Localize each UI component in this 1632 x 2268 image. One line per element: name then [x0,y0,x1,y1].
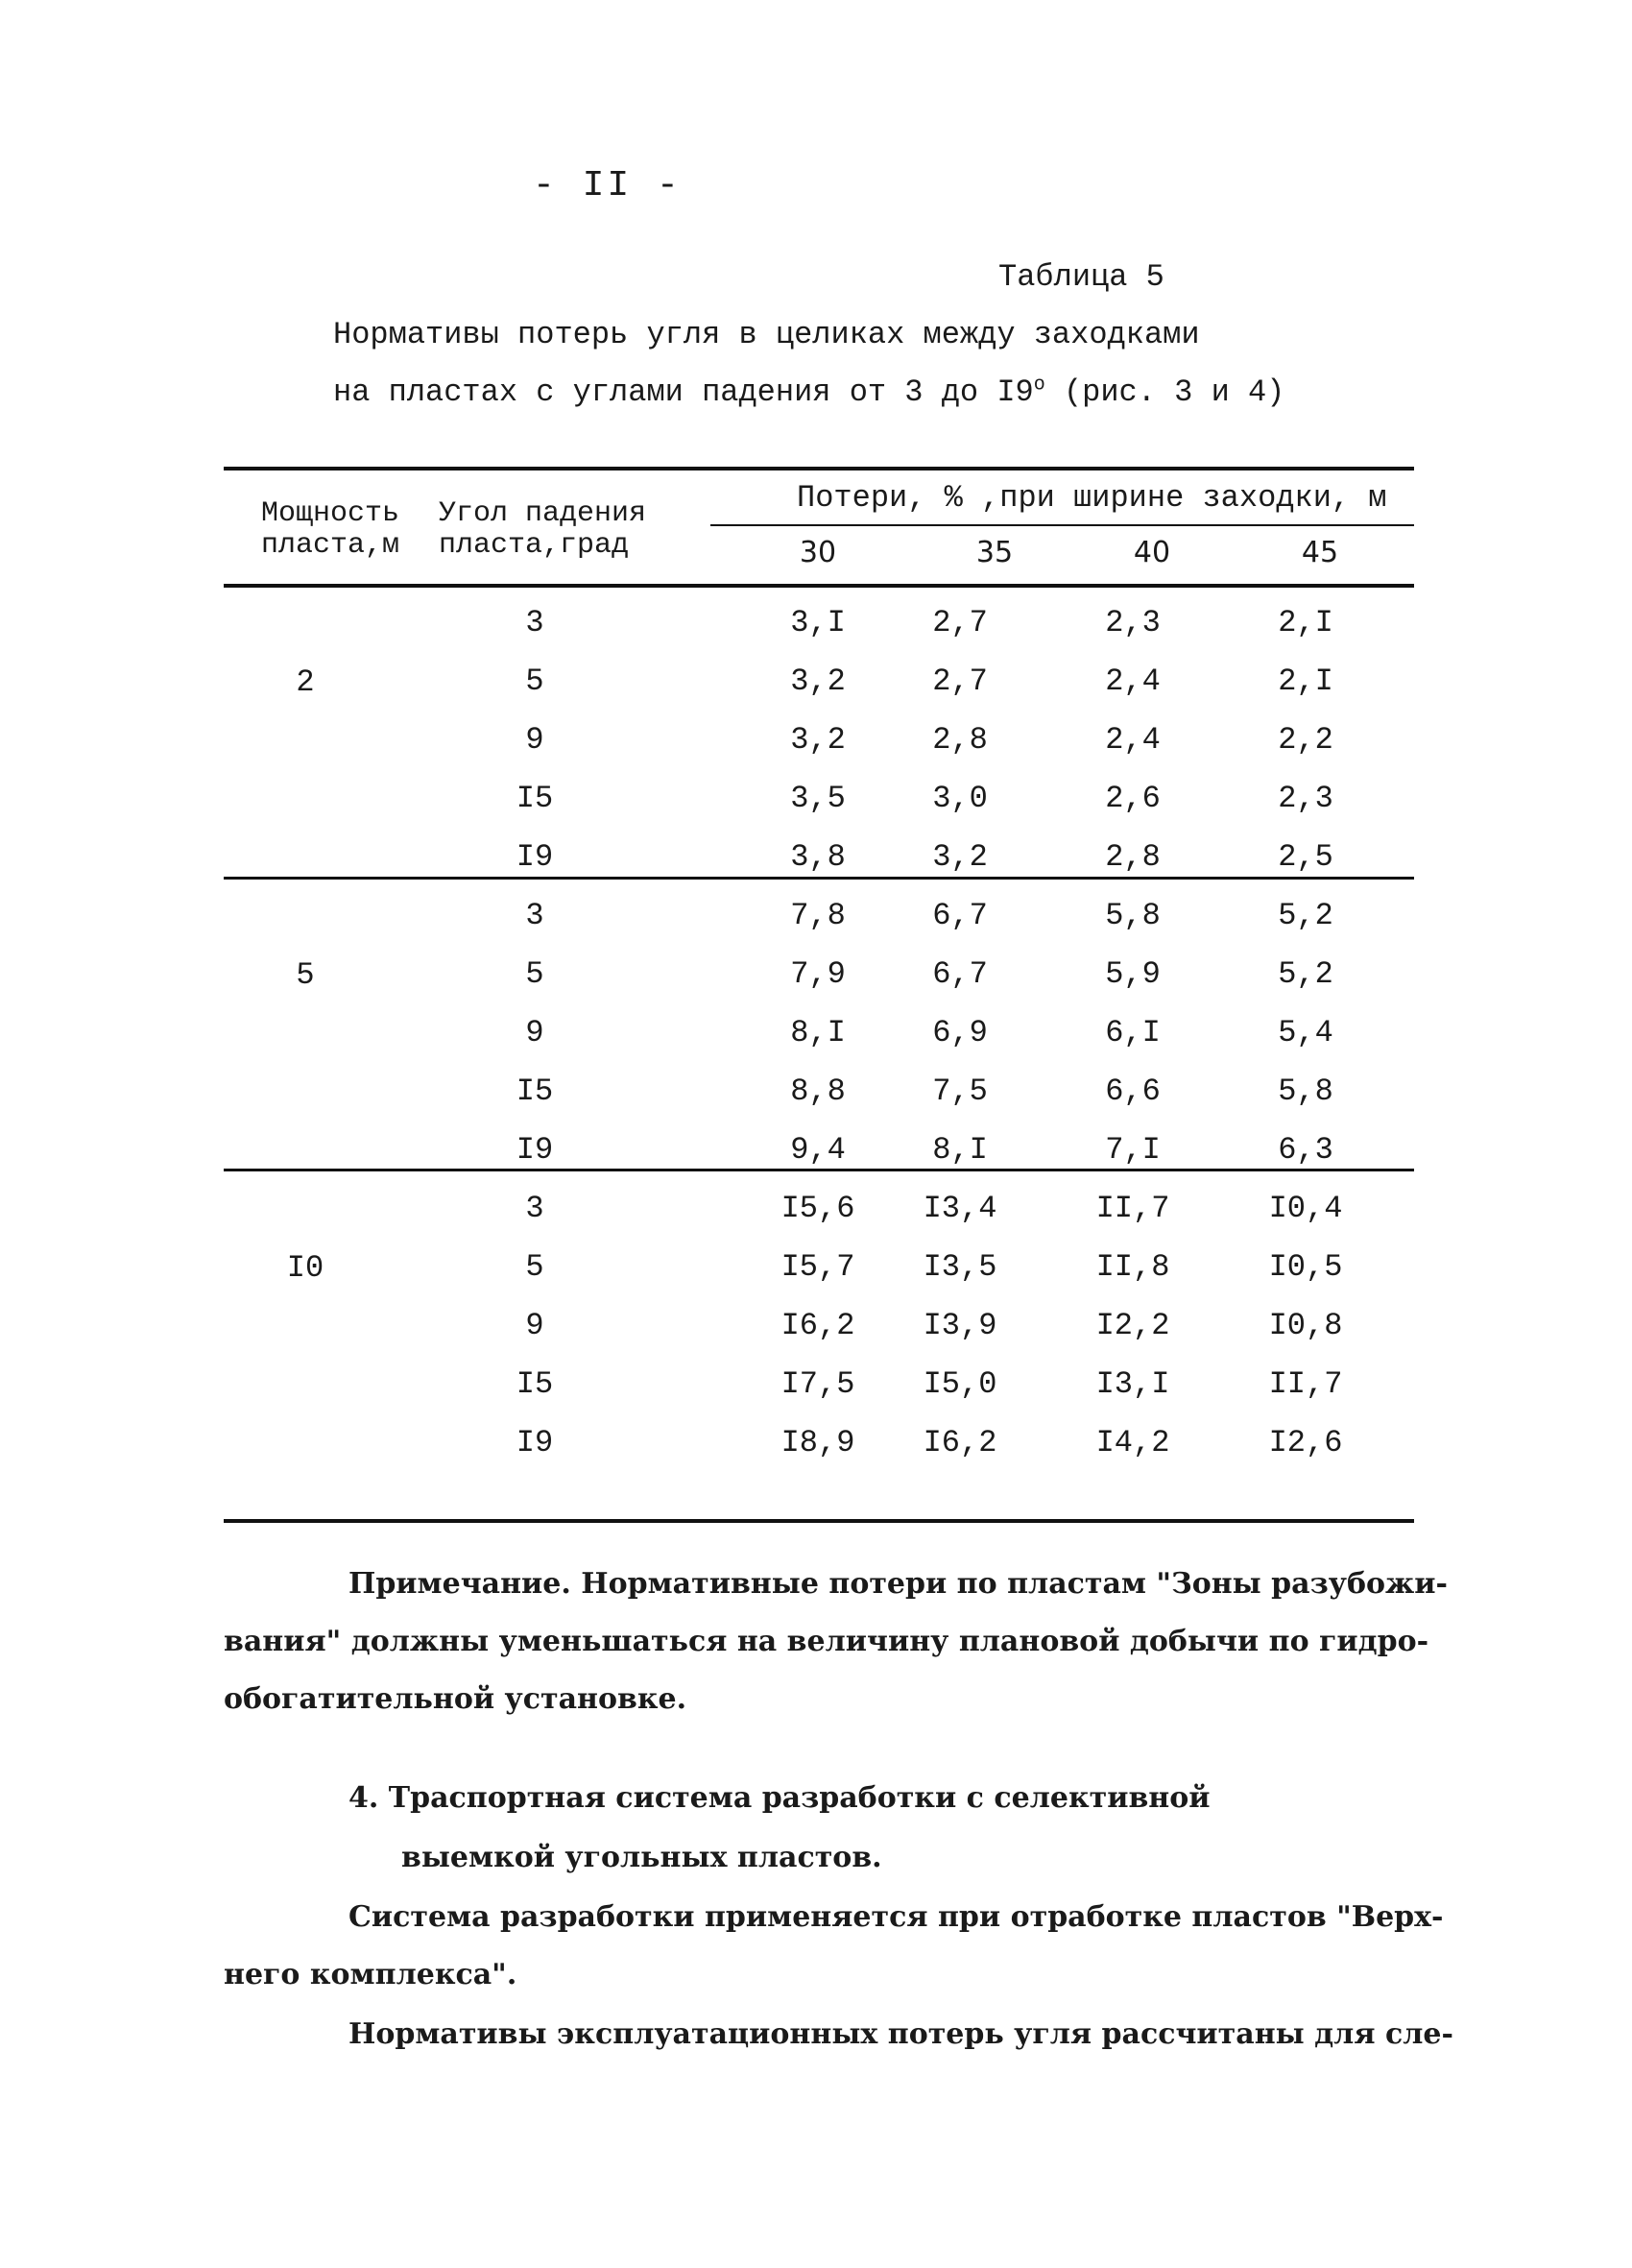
section-heading: 4. Траспортная система разработки с селективной [348,1781,1211,1815]
loss-value-cell: 2,7 [932,605,988,640]
loss-value-cell: 6,I [1105,1015,1161,1050]
loss-value-cell: II,7 [1268,1366,1343,1402]
loss-value-cell: 8,8 [790,1074,846,1109]
loss-value-cell: 8,I [790,1015,846,1050]
loss-value-cell: 5,8 [1105,898,1161,933]
loss-value-cell: I6,2 [780,1308,855,1343]
angle-cell: 3 [525,605,544,640]
loss-value-cell: 2,5 [1278,839,1333,875]
degree-sign: о [1033,374,1045,397]
loss-value-cell: 3,0 [932,781,988,816]
angle-cell: I5 [516,781,554,816]
loss-value-cell: I0,5 [1268,1249,1343,1285]
angle-cell: 5 [525,956,544,992]
loss-value-cell: 3,2 [932,839,988,875]
loss-value-cell: 2,4 [1105,722,1161,758]
loss-value-cell: I3,5 [923,1249,997,1285]
angle-cell: 3 [525,898,544,933]
header-angle: Угол падения [439,497,647,530]
note-line: вания" должны уменьшаться на величину плановой добычи по гидро- [224,1625,1429,1658]
loss-value-cell: I3,I [1095,1366,1170,1402]
table-group-rule [224,877,1414,880]
loss-value-cell: 3,5 [790,781,846,816]
angle-cell: I9 [516,839,554,875]
loss-value-cell: 7,9 [790,956,846,992]
table-group-rule [224,1169,1414,1171]
loss-value-cell: 3,I [790,605,846,640]
thickness-cell: I0 [286,1250,324,1286]
angle-cell: 5 [525,1249,544,1285]
loss-value-cell: I2,2 [1095,1308,1170,1343]
loss-value-cell: 5,8 [1278,1074,1333,1109]
angle-cell: 9 [525,1015,544,1050]
paragraph-line: Система разработки применяется при отработке пластов "Верх- [348,1900,1444,1934]
angle-cell: I5 [516,1366,554,1402]
header-thickness: Мощность [261,497,400,530]
table-title-line-2-ref: (рис. 3 и 4) [1044,374,1285,410]
loss-value-cell: 2,3 [1105,605,1161,640]
loss-value-cell: 2,I [1278,664,1333,699]
loss-value-cell: 8,I [932,1132,988,1168]
loss-value-cell: II,8 [1095,1249,1170,1285]
loss-value-cell: 6,9 [932,1015,988,1050]
loss-value-cell: 2,7 [932,664,988,699]
loss-value-cell: I0,8 [1268,1308,1343,1343]
angle-cell: 9 [525,1308,544,1343]
paragraph-line: Нормативы эксплуатационных потерь угля рассчитаны для сле- [348,2017,1453,2051]
note-line: обогатительной установке. [224,1682,687,1716]
loss-value-cell: 5,4 [1278,1015,1333,1050]
angle-cell: I9 [516,1425,554,1460]
loss-value-cell: 3,8 [790,839,846,875]
loss-value-cell: I5,0 [923,1366,997,1402]
loss-value-cell: 2,6 [1105,781,1161,816]
thickness-cell: 2 [296,664,315,700]
loss-value-cell: I8,9 [780,1425,855,1460]
header-angle-unit: пласта,град [439,529,630,562]
loss-value-cell: 6,6 [1105,1074,1161,1109]
loss-value-cell: I6,2 [923,1425,997,1460]
note-line: Примечание. Нормативные потери по пластам "Зоны разубожи- [348,1567,1448,1601]
header-width: 40 [1133,536,1171,569]
header-width: 30 [799,536,837,569]
loss-value-cell: I5,6 [780,1191,855,1226]
loss-value-cell: 9,4 [790,1132,846,1168]
loss-value-cell: I3,9 [923,1308,997,1343]
loss-value-cell: 6,7 [932,956,988,992]
table-title-line-2-text: на пластах с углами падения от 3 до I9 [333,374,1034,410]
table-title-line-2 [333,374,1284,410]
loss-value-cell: 5,2 [1278,956,1333,992]
header-losses: Потери, % ,при ширине заходки, м [797,480,1387,516]
thickness-cell: 5 [296,957,315,993]
loss-value-cell: 3,2 [790,722,846,758]
angle-cell: 9 [525,722,544,758]
loss-value-cell: 2,3 [1278,781,1333,816]
paragraph-line: него комплекса". [224,1958,517,1991]
loss-value-cell: 2,8 [932,722,988,758]
table-header-rule [224,584,1414,588]
loss-value-cell: I7,5 [780,1366,855,1402]
table-title-line-1: Нормативы потерь угля в целиках между заходками [333,317,1200,352]
loss-value-cell: 2,8 [1105,839,1161,875]
loss-value-cell: I4,2 [1095,1425,1170,1460]
table-label: Таблица 5 [998,259,1164,295]
header-width: 35 [975,536,1014,569]
loss-value-cell: 2,I [1278,605,1333,640]
loss-value-cell: 3,2 [790,664,846,699]
table-subheader-rule [710,524,1414,526]
loss-value-cell: 5,2 [1278,898,1333,933]
angle-cell: 5 [525,664,544,699]
loss-value-cell: I2,6 [1268,1425,1343,1460]
loss-value-cell: 6,3 [1278,1132,1333,1168]
loss-value-cell: II,7 [1095,1191,1170,1226]
loss-value-cell: 6,7 [932,898,988,933]
angle-cell: I9 [516,1132,554,1168]
table-top-rule [224,467,1414,470]
loss-value-cell: 2,4 [1105,664,1161,699]
section-heading: выемкой угольных пластов. [401,1841,882,1874]
table-bottom-rule [224,1519,1414,1523]
loss-value-cell: 7,I [1105,1132,1161,1168]
angle-cell: 3 [525,1191,544,1226]
loss-value-cell: 7,8 [790,898,846,933]
loss-value-cell: I3,4 [923,1191,997,1226]
loss-value-cell: 2,2 [1278,722,1333,758]
header-width: 45 [1301,536,1339,569]
loss-value-cell: 5,9 [1105,956,1161,992]
loss-value-cell: I5,7 [780,1249,855,1285]
header-thickness-unit: пласта,м [261,529,400,562]
angle-cell: I5 [516,1074,554,1109]
page-number: - II - [533,165,682,206]
loss-value-cell: I0,4 [1268,1191,1343,1226]
loss-value-cell: 7,5 [932,1074,988,1109]
